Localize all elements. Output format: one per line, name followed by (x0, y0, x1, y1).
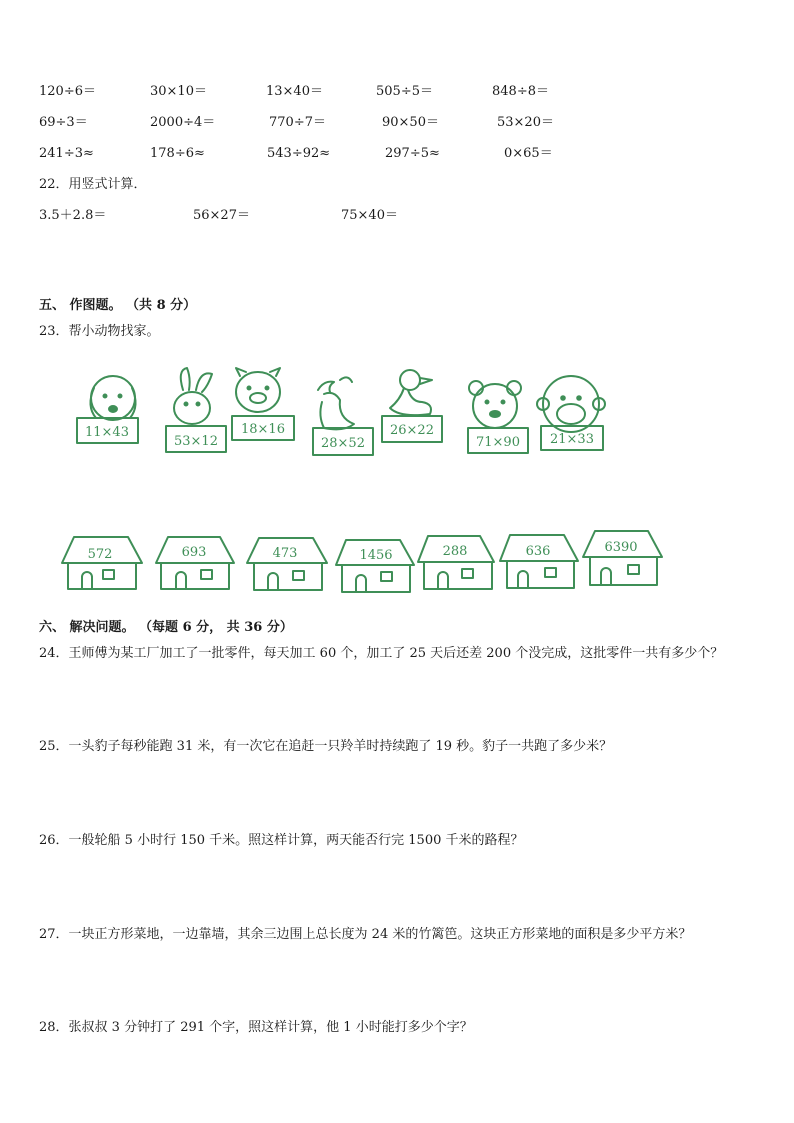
house-number: 6390 (604, 540, 638, 555)
calc-item: 178÷6≈ (150, 146, 205, 161)
animal-label: 28×52 (321, 436, 365, 451)
house-icon (62, 537, 142, 589)
house-icon (418, 536, 494, 589)
vertical-calc-item: 56×27＝ (193, 208, 250, 223)
question-25: 25．一头豹子每秒能跑 31 米，有一次它在追赶一只羚羊时持续跑了 19 秒。豹子一共跑了多少米？ (39, 739, 613, 754)
animal-sign (382, 416, 442, 442)
monkey-icon (537, 376, 605, 432)
calc-item: 13×40＝ (266, 84, 323, 99)
calc-item: 0×65＝ (504, 146, 553, 161)
section-6-heading: 六、 解决问题。 （每题 6 分， 共 36 分） (39, 620, 293, 635)
house-number: 572 (87, 547, 113, 562)
question-26: 26．一般轮船 5 小时行 150 千米。照这样计算，两天能否行完 1500 千米的路程？ (39, 833, 524, 848)
calc-item: 30×10＝ (150, 84, 207, 99)
calc-item: 770÷7＝ (269, 115, 326, 130)
house-number: 1456 (359, 548, 393, 563)
animal-label: 26×22 (390, 423, 434, 438)
vertical-calc-item: 75×40＝ (341, 208, 398, 223)
dog-icon (90, 376, 135, 420)
question-27: 27．一块正方形菜地，一边靠墙，其余三边围上总长度为 24 米的竹篱笆。这块正方形菜地的面积是多少平方米？ (39, 927, 692, 942)
calc-item: 543÷92≈ (267, 146, 331, 161)
rabbit-icon (174, 368, 212, 424)
house-number: 636 (525, 544, 551, 559)
house-number: 473 (272, 546, 298, 561)
animal-label: 21×33 (550, 432, 594, 447)
animal-sign (77, 418, 138, 443)
animal-sign (232, 416, 294, 440)
house-number: 693 (181, 545, 207, 560)
animal-label: 53×12 (174, 434, 218, 449)
animal-label: 71×90 (476, 435, 520, 450)
animal-sign (313, 428, 373, 455)
house-icon (583, 531, 662, 585)
animal-label: 11×43 (85, 425, 129, 440)
house-icon (500, 535, 578, 588)
animal-sign (541, 426, 603, 450)
section-5-heading: 五、 作图题。 （共 8 分） (39, 298, 197, 313)
calc-item: 241÷3≈ (39, 146, 94, 161)
question-22-title: 22．用竖式计算． (39, 177, 147, 192)
house-number: 288 (442, 544, 468, 559)
calc-item: 120÷6＝ (39, 84, 96, 99)
goat-icon (318, 377, 354, 429)
house-icon (336, 540, 414, 592)
vertical-calc-item: 3.5＋2.8＝ (39, 208, 107, 223)
animal-label: 18×16 (241, 422, 285, 437)
animal-sign (468, 428, 528, 453)
bear-icon (469, 381, 521, 428)
calc-item: 2000÷4＝ (150, 115, 216, 130)
question-28: 28．张叔叔 3 分钟打了 291 个字，照这样计算，他 1 小时能打多少个字？ (39, 1020, 473, 1035)
pig-icon (236, 368, 280, 412)
calc-item: 53×20＝ (497, 115, 554, 130)
calc-item: 69÷3＝ (39, 115, 88, 130)
question-24: 24．王师傅为某工厂加工了一批零件，每天加工 60 个，加工了 25 天后还差 200 个没完成，这批零件一共有多少个？ (39, 646, 724, 661)
calc-item: 297÷5≈ (385, 146, 440, 161)
duck-icon (390, 370, 432, 415)
calc-item: 848÷8＝ (492, 84, 549, 99)
animal-sign (166, 426, 226, 452)
house-icon (247, 538, 327, 590)
calc-item: 505÷5＝ (376, 84, 433, 99)
calc-item: 90×50＝ (382, 115, 439, 130)
question-23-title: 23．帮小动物找家。 (39, 324, 160, 339)
house-icon (156, 537, 234, 589)
